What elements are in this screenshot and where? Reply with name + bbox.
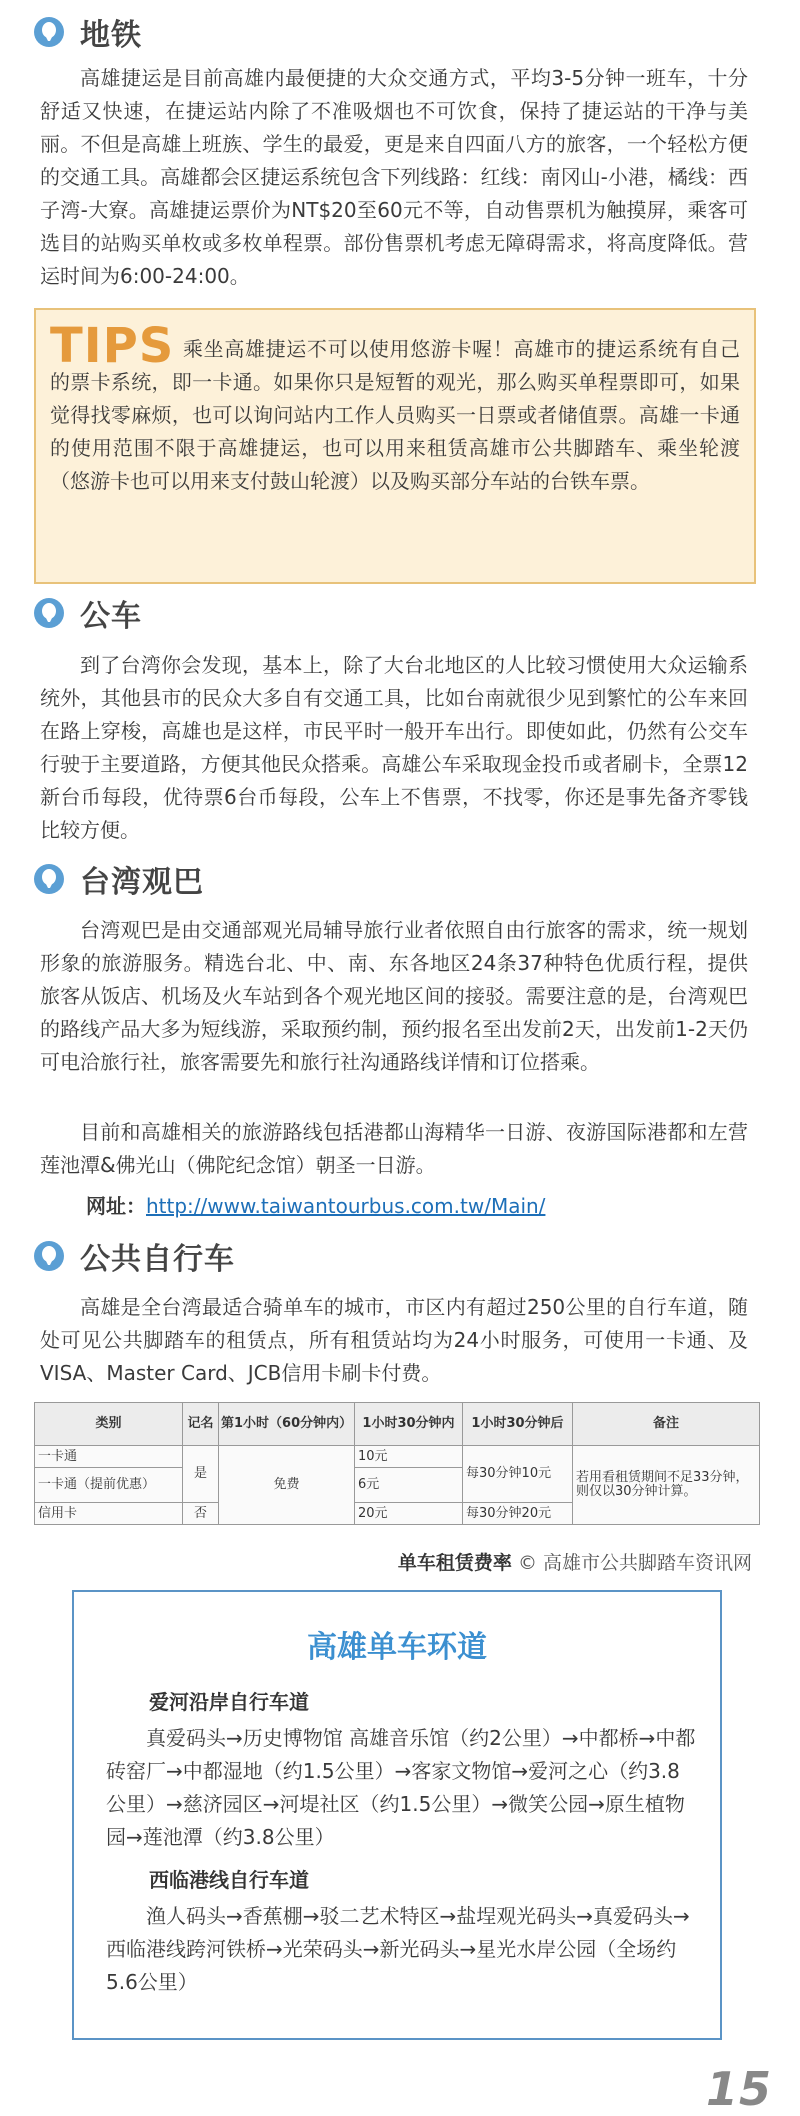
table-cell-after: 每30分钟20元 — [463, 1503, 573, 1525]
table-caption — [398, 1548, 752, 1575]
section-heading-bus — [34, 593, 142, 633]
section-title-metro: 地铁 — [80, 18, 142, 53]
table-cell-after: 每30分钟10元 — [463, 1446, 573, 1503]
table-cell-registered: 是 — [183, 1446, 219, 1503]
section-heading-bike — [34, 1236, 235, 1276]
tourbus-paragraph-1: 台湾观巴是由交通部观光局辅导旅行业者依照自由行旅客的需求，统一规划形象的旅游服务。精选台北、中、南、东各地区24条37种特色优质行程，提供旅客从饭店、机场及火车站到各个观光地区间的接驳。需要注意的是，台湾观巴的路线产品大多为短线游，采取预约制，预约报名至出发前2天，出发前1-2天仍可电洽旅行社，旅客需要先和旅行社沟通路线详情和订位搭乘。 — [40, 918, 748, 1074]
url-label: 网址： — [86, 1194, 146, 1218]
balloon-icon — [34, 598, 64, 628]
table-cell-registered: 否 — [183, 1503, 219, 1525]
route-desc-west-harbor: 渔人码头→香蕉棚→驳二艺术特区→盐埕观光码头→真爱码头→西临港线跨河铁桥→光荣码头→新光码头→星光水岸公园（全场约5.6公里） — [106, 1904, 690, 1994]
table-cell-hour30: 6元 — [355, 1468, 463, 1503]
caption-title: 单车租赁费率 — [397, 1552, 512, 1574]
table-header-cell: 第1小时（60分钟内） — [219, 1403, 355, 1446]
bus-paragraph: 到了台湾你会发现，基本上，除了大台北地区的人比较习惯使用大众运输系统外，其他县市的民众大多自有交通工具，比如台南就很少见到繁忙的公车来回在路上穿梭，高雄也是这样，市民平时一般开车出行。即使如此，仍然有公交车行驶于主要道路，方便其他民众搭乘。高雄公车采取现金投币或者刷卡，全票12新台币每段，优待票6台币每段，公车上不售票，不找零，你还是事先备齐零钱比较方便。 — [40, 653, 748, 842]
table-header-cell: 类别 — [35, 1403, 183, 1446]
table-cell-category: 一卡通（提前优惠） — [35, 1468, 183, 1503]
tips-paragraph — [50, 318, 740, 498]
section-heading-metro — [34, 12, 142, 52]
section-title-tourbus: 台湾观巴 — [80, 865, 204, 900]
caption-source: © 高雄市公共脚踏车资讯网 — [517, 1552, 752, 1574]
bike-rental-fee-table — [34, 1402, 760, 1525]
metro-paragraph: 高雄捷运是目前高雄内最便捷的大众交通方式，平均3-5分钟一班车，十分舒适又快速，在捷运站内除了不准吸烟也不可饮食，保持了捷运站的干净与美丽。不但是高雄上班族、学生的最爱，更是来自四面八方的旅客，一个轻松方便的交通工具。高雄都会区捷运系统包含下列线路：红线：南冈山-小港，橘线：西子湾-大寮。高雄捷运票价为NT$20至60元不等，自动售票机为触摸屏，乘客可选目的站购买单枚或多枚单程票。部份售票机考虑无障碍需求，将高度降低。营运时间为6:00-24:00。 — [40, 66, 748, 288]
table-header-cell: 1小时30分钟后 — [463, 1403, 573, 1446]
bike-ring-box — [72, 1590, 722, 2040]
balloon-icon — [34, 864, 64, 894]
table-row — [35, 1446, 760, 1468]
route-name-love-river: 爱河沿岸自行车道 — [149, 1690, 309, 1714]
page-number: 15 — [705, 2062, 772, 2116]
bike-paragraph: 高雄是全台湾最适合骑单车的城市，市区内有超过250公里的自行车道，随处可见公共脚踏车的租赁点，所有租赁站均为24小时服务，可使用一卡通、及VISA、Master Card、JCB信用卡刷卡付费。 — [40, 1295, 748, 1385]
table-cell-category: 一卡通 — [35, 1446, 183, 1468]
tourbus-paragraph-2: 目前和高雄相关的旅游路线包括港都山海精华一日游、夜游国际港都和左营莲池潭&佛光山（佛陀纪念馆）朝圣一日游。 — [40, 1120, 748, 1177]
section-title-bus: 公车 — [80, 599, 142, 634]
tourbus-url-line — [86, 1191, 545, 1221]
table-header-cell: 1小时30分钟内 — [355, 1403, 463, 1446]
section-title-bike: 公共自行车 — [80, 1242, 235, 1277]
section-heading-tourbus — [34, 859, 204, 899]
route-desc-love-river: 真爱码头→历史博物馆 高雄音乐馆（约2公里）→中都桥→中都砖窑厂→中都湿地（约1.5公里）→客家文物馆→爱河之心（约3.8公里）→慈济园区→河堤社区（约1.5公里）→微笑公园→原生植物园→莲池潭（约3.8公里） — [106, 1726, 696, 1849]
tourbus-url-link[interactable]: http://www.taiwantourbus.com.tw/Main/ — [146, 1194, 546, 1218]
table-cell-hour30: 10元 — [355, 1446, 463, 1468]
table-header-cell: 备注 — [573, 1403, 760, 1446]
table-cell-note: 若用看租赁期间不足33分钟，则仅以30分钟计算。 — [573, 1446, 760, 1525]
tips-box — [34, 308, 756, 584]
balloon-icon — [34, 17, 64, 47]
table-cell-first-hour: 免费 — [219, 1446, 355, 1525]
bike-ring-title: 高雄单车环道 — [307, 1630, 487, 1665]
tips-text: 乘坐高雄捷运不可以使用悠游卡喔！高雄市的捷运系统有自己的票卡系统，即一卡通。如果你只是短暂的观光，那么购买单程票即可，如果觉得找零麻烦，也可以询问站内工作人员购买一日票或者储值票。高雄一卡通的使用范围不限于高雄捷运，也可以用来租赁高雄市公共脚踏车、乘坐轮渡（悠游卡也可以用来支付鼓山轮渡）以及购买部分车站的台铁车票。 — [50, 337, 740, 493]
balloon-icon — [34, 1241, 64, 1271]
route-name-west-harbor: 西临港线自行车道 — [149, 1868, 309, 1892]
table-header-cell: 记名 — [183, 1403, 219, 1446]
table-cell-category: 信用卡 — [35, 1503, 183, 1525]
tips-label: TIPS — [50, 318, 175, 374]
table-header-row — [35, 1403, 760, 1446]
table-cell-hour30: 20元 — [355, 1503, 463, 1525]
